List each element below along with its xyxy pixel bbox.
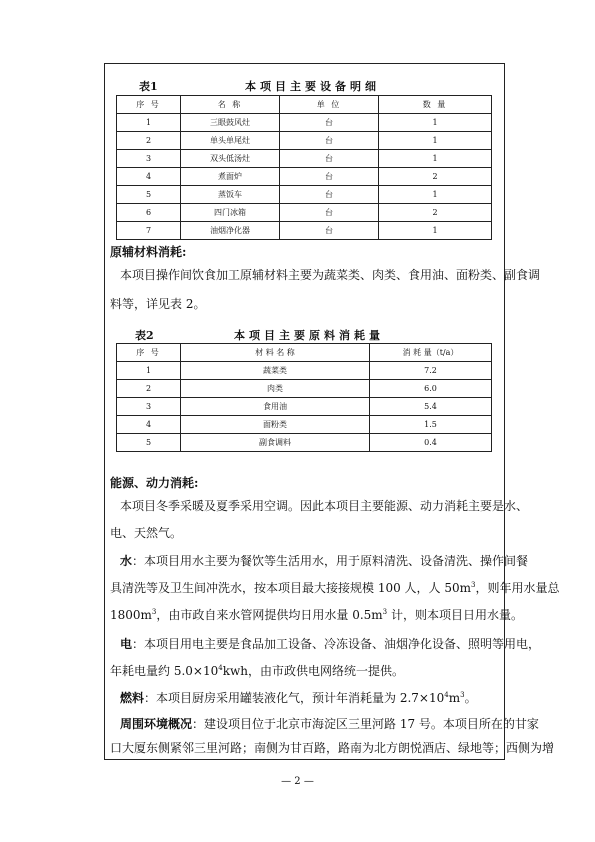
cell-index: 5 [117, 434, 181, 452]
cell-consumption: 1.5 [370, 416, 492, 434]
electricity-text2b: kwh，由市政供电网络统一提供。 [222, 664, 404, 678]
cell-unit: 台 [280, 132, 379, 150]
energy-line2: 电、天然气。 [110, 526, 183, 540]
raw-materials-line1: 本项目操作间饮食加工原辅材料主要为蔬菜类、肉类、食用油、面粉类、副食调 [120, 268, 541, 282]
table-header-row [117, 344, 492, 362]
water-text3b: ，由市政自来水管网提供均日用水量 0.5m [156, 608, 383, 622]
page-number: — 2 — [281, 776, 314, 787]
col-header-unit: 单 位 [280, 96, 379, 114]
cell-index: 4 [117, 416, 181, 434]
cell-quantity: 1 [379, 222, 492, 240]
table-row [117, 186, 492, 204]
water-sup: 3 [151, 608, 157, 616]
cell-index: 6 [117, 204, 181, 222]
water-sup: 3 [471, 581, 476, 589]
cell-material: 肉类 [181, 380, 370, 398]
cell-index: 3 [117, 398, 181, 416]
cell-quantity: 1 [379, 132, 492, 150]
col-header-index: 序 号 [117, 344, 181, 362]
cell-index: 7 [117, 222, 181, 240]
cell-material: 副食调料 [181, 434, 370, 452]
cell-consumption: 6.0 [370, 380, 492, 398]
materials-table [116, 343, 492, 452]
cell-index: 1 [117, 114, 181, 132]
cell-unit: 台 [280, 150, 379, 168]
water-sup: 3 [382, 608, 388, 616]
fuel-label: 燃料 [120, 691, 145, 705]
cell-index: 3 [117, 150, 181, 168]
electricity-label: 电 [120, 637, 133, 651]
table-row [117, 204, 492, 222]
fuel-text-c: 。 [464, 691, 477, 705]
cell-consumption: 7.2 [370, 362, 492, 380]
fuel-sup1: 4 [444, 691, 449, 699]
col-header-index: 序 号 [117, 96, 181, 114]
water-text3a: 1800m [110, 608, 152, 622]
water-label: 水 [120, 554, 133, 568]
cell-unit: 台 [280, 114, 379, 132]
cell-unit: 台 [280, 222, 379, 240]
electricity-text1: ：本项目用电主要是食品加工设备、冷冻设备、油烟净化设备、照明等用电， [132, 637, 541, 651]
col-header-name: 名 称 [181, 96, 280, 114]
col-header-consumption: 消 耗 量（t/a） [370, 344, 492, 362]
col-header-quantity: 数 量 [379, 96, 492, 114]
water-text1: ：本项目用水主要为餐饮等生活用水，用于原料清洗、设备清洗、操作间餐 [132, 554, 529, 568]
table1-title: 本项目主要设备明细 [245, 80, 380, 93]
raw-materials-line2: 料等，详见表 2。 [110, 297, 206, 311]
table-row [117, 150, 492, 168]
fuel-line [120, 687, 477, 710]
cell-consumption: 0.4 [370, 434, 492, 452]
cell-quantity: 2 [379, 168, 492, 186]
cell-name: 蒸饭车 [181, 186, 280, 204]
cell-name: 三眼鼓风灶 [181, 114, 280, 132]
surroundings-line1 [120, 713, 539, 736]
table-row [117, 434, 492, 452]
cell-quantity: 2 [379, 204, 492, 222]
energy-heading: 能源、动力消耗: [110, 476, 199, 490]
cell-index: 4 [117, 168, 181, 186]
cell-material: 蔬菜类 [181, 362, 370, 380]
fuel-text-b: m [448, 691, 461, 705]
cell-name: 双头低汤灶 [181, 150, 280, 168]
fuel-text-a: ：本项目厨房采用罐装液化气，预计年消耗量为 2.7×10 [144, 691, 445, 705]
fuel-sup2: 3 [460, 691, 465, 699]
cell-quantity: 1 [379, 186, 492, 204]
table-row [117, 380, 492, 398]
cell-quantity: 1 [379, 150, 492, 168]
water-line3 [110, 604, 523, 627]
table-row [117, 114, 492, 132]
cell-name: 四门冰箱 [181, 204, 280, 222]
cell-index: 2 [117, 380, 181, 398]
water-text3c: 计，则本项目日用水量。 [387, 608, 523, 622]
energy-line1: 本项目冬季采暖及夏季采用空调。因此本项目主要能源、动力消耗主要是水、 [120, 499, 529, 513]
surroundings-label: 周围环境概况 [120, 717, 193, 731]
cell-unit: 台 [280, 186, 379, 204]
cell-name: 单头单尾灶 [181, 132, 280, 150]
table-header-row [117, 96, 492, 114]
cell-index: 2 [117, 132, 181, 150]
equipment-table [116, 95, 492, 240]
electricity-sup: 4 [218, 664, 223, 672]
water-text2: 具清洗等及卫生间冲洗水，按本项目最大接接规模 100 人，人 50m [110, 581, 471, 595]
cell-index: 1 [117, 362, 181, 380]
table2-title: 本项目主要原料消耗量 [234, 329, 384, 342]
cell-consumption: 5.4 [370, 398, 492, 416]
table-row [117, 398, 492, 416]
electricity-line1 [120, 633, 540, 656]
raw-materials-heading: 原辅材料消耗: [110, 245, 187, 259]
table-row [117, 222, 492, 240]
electricity-text2a: 年耗电量约 5.0×10 [110, 664, 219, 678]
table-row [117, 416, 492, 434]
table-row [117, 362, 492, 380]
cell-material: 食用油 [181, 398, 370, 416]
cell-name: 煮面炉 [181, 168, 280, 186]
cell-quantity: 1 [379, 114, 492, 132]
surroundings-text1: ：建设项目位于北京市海淀区三里河路 17 号。本项目所在的甘家 [192, 717, 539, 731]
cell-unit: 台 [280, 168, 379, 186]
water-text2-tail: ，则年用水量总 [475, 581, 560, 595]
cell-index: 5 [117, 186, 181, 204]
table1-label: 表1 [139, 80, 158, 93]
cell-material: 面粉类 [181, 416, 370, 434]
cell-unit: 台 [280, 204, 379, 222]
table-row [117, 132, 492, 150]
surroundings-line2: 口大厦东侧紧邻三里河路；南侧为甘百路，路南为北方朗悦酒店、绿地等；西侧为增 [110, 741, 555, 755]
electricity-line2 [110, 660, 404, 683]
table-row [117, 168, 492, 186]
cell-name: 油烟净化器 [181, 222, 280, 240]
table2-label: 表2 [135, 329, 154, 342]
water-line2 [110, 577, 559, 600]
col-header-material: 材 料 名 称 [181, 344, 370, 362]
water-line1 [120, 550, 528, 573]
